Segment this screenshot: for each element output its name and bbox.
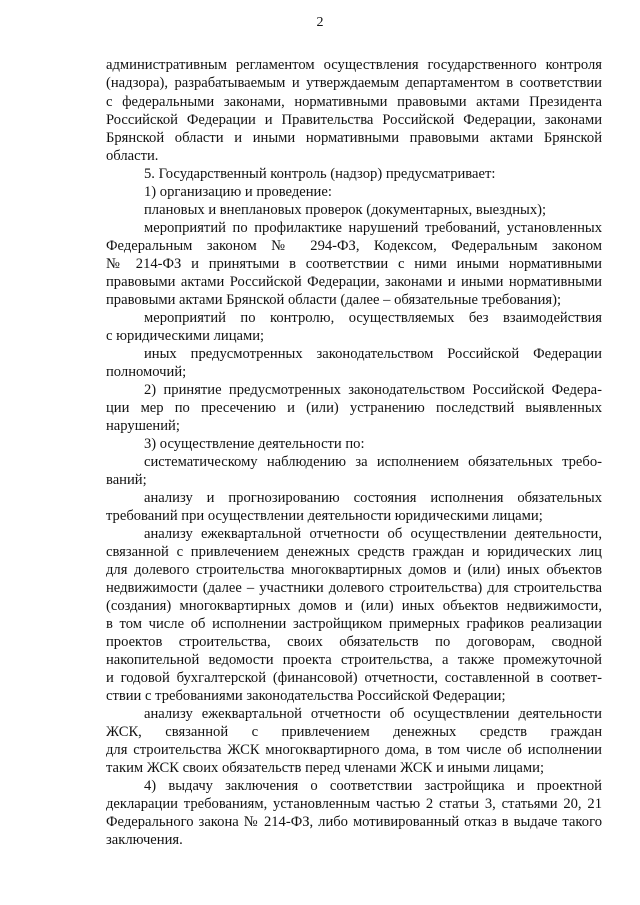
text-line: ции мер по пресечению и (или) устранению последствий выявленных xyxy=(106,400,602,416)
text-line: требований при осуществлении деятельности юридическими лицами; xyxy=(106,508,543,524)
text-line: мероприятий по контролю, осуществляемых без взаимодействия xyxy=(144,310,602,326)
text-line: правовыми актами Российской Федерации, законами и иными нормативными xyxy=(106,274,602,290)
text-line: и годовой бухгалтерской (финансовой) отчетности, составленной в соответ- xyxy=(106,670,602,686)
text-line: административным регламентом осуществления государственного контроля xyxy=(106,57,602,73)
text-line: иных предусмотренных законодательством Российской Федерации xyxy=(144,346,602,362)
text-line: 4) выдачу заключения о соответствии застройщика и проектной xyxy=(144,778,602,794)
text-line: для долевого строительства многоквартирных домов и (или) иных объектов xyxy=(106,562,602,578)
text-line: № 214-ФЗ и принятыми в соответствии с ними иными нормативными xyxy=(106,256,602,272)
text-line: области. xyxy=(106,148,159,164)
text-line: нарушений; xyxy=(106,418,180,434)
text-line: правовыми актами Брянской области (далее – обязательные требования); xyxy=(106,292,562,308)
text-line: мероприятий по профилактике нарушений требований, установленных xyxy=(144,220,602,236)
text-line: накопительной ведомости проекта строительства, а также промежуточной xyxy=(106,652,602,668)
text-line: недвижимости (далее – участники долевого строительства) для строительства xyxy=(106,580,602,596)
text-line: систематическому наблюдению за исполнением обязательных требо- xyxy=(144,454,602,470)
text-line: 3) осуществление деятельности по: xyxy=(144,436,365,452)
text-line: с юридическими лицами; xyxy=(106,328,265,344)
text-line: Брянской области и иными нормативными правовыми актами Брянской xyxy=(106,130,602,146)
text-line: связанной с привлечением денежных средств граждан и юридических лиц xyxy=(106,544,602,560)
text-line: 5. Государственный контроль (надзор) предусматривает: xyxy=(144,166,496,182)
text-line: 1) организацию и проведение: xyxy=(144,184,332,200)
text-line: Российской Федерации и Правительства Российской Федерации, законами xyxy=(106,112,602,128)
text-line: (надзора), разрабатываемым и утверждаемым департаментом в соответствии xyxy=(106,75,602,91)
text-line: в том числе об исполнении застройщиком примерных графиков реализации xyxy=(106,616,602,632)
text-line: заключения. xyxy=(106,832,183,848)
text-line: с федеральными законами, нормативными правовыми актами Президента xyxy=(106,94,602,110)
text-line: (создания) многоквартирных домов и (или) иных объектов недвижимости, xyxy=(106,598,602,614)
text-line: 2) принятие предусмотренных законодательством Российской Федера- xyxy=(144,382,602,398)
text-line: полномочий; xyxy=(106,364,187,380)
text-line: Федерального закона № 214-ФЗ, либо мотивированный отказ в выдаче такого xyxy=(106,814,602,830)
text-line: таким ЖСК своих обязательств перед членами ЖСК и иными лицами; xyxy=(106,760,544,776)
text-line: анализу и прогнозированию состояния исполнения обязательных xyxy=(144,490,602,506)
text-line: декларации требованиям, установленным частью 2 статьи 3, статьями 20, 21 xyxy=(106,796,602,812)
page-number: 2 xyxy=(316,15,324,30)
text-line: анализу ежеквартальной отчетности об осуществлении деятельности, xyxy=(144,526,602,542)
text-line: плановых и внеплановых проверок (документарных, выездных); xyxy=(144,202,547,218)
text-line: анализу ежеквартальной отчетности об осуществлении деятельности xyxy=(144,706,602,722)
text-line: ваний; xyxy=(106,472,147,488)
text-line: ЖСК, связанной с привлечением денежных средств граждан xyxy=(106,724,602,740)
text-line: для строительства ЖСК многоквартирного дома, в том числе об исполнении xyxy=(106,742,602,758)
text-line: Федеральным законом № 294-ФЗ, Кодексом, Федеральным законом xyxy=(106,238,602,254)
text-line: ствии с требованиями законодательства Российской Федерации; xyxy=(106,688,506,704)
text-line: проектов строительства, своих обязательств по договорам, сводной xyxy=(106,634,602,650)
